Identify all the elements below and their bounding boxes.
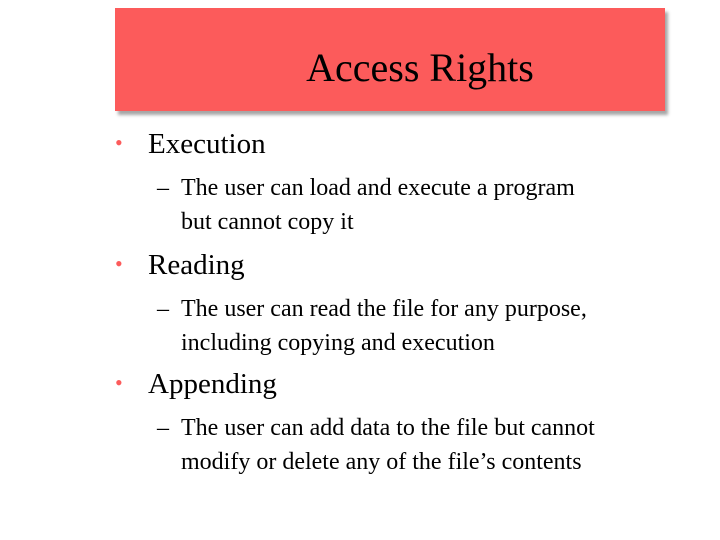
bullet-label: Reading [148, 249, 245, 281]
sub-item-line: The user can load and execute a program [181, 175, 575, 201]
sub-item-text [181, 292, 587, 360]
dash-icon: – [157, 175, 169, 201]
sub-item-line: The user can read the file for any purpose, [181, 296, 587, 322]
sub-item-text [181, 171, 575, 239]
sub-item-line: The user can add data to the file but cannot [181, 415, 595, 441]
dash-icon: – [157, 296, 169, 322]
bullet-label: Execution [148, 128, 266, 160]
title-banner [115, 8, 665, 111]
sub-item-text [181, 411, 595, 479]
bullet-dot-icon: • [115, 370, 123, 395]
bullet-label: Appending [148, 368, 277, 400]
dash-icon: – [157, 415, 169, 441]
slide-title: Access Rights [306, 45, 534, 90]
sub-item-line: including copying and execution [181, 330, 495, 356]
sub-item-line: modify or delete any of the file’s contents [181, 449, 582, 475]
bullet-dot-icon: • [115, 251, 123, 276]
bullet-dot-icon: • [115, 130, 123, 155]
sub-item-line: but cannot copy it [181, 209, 354, 235]
